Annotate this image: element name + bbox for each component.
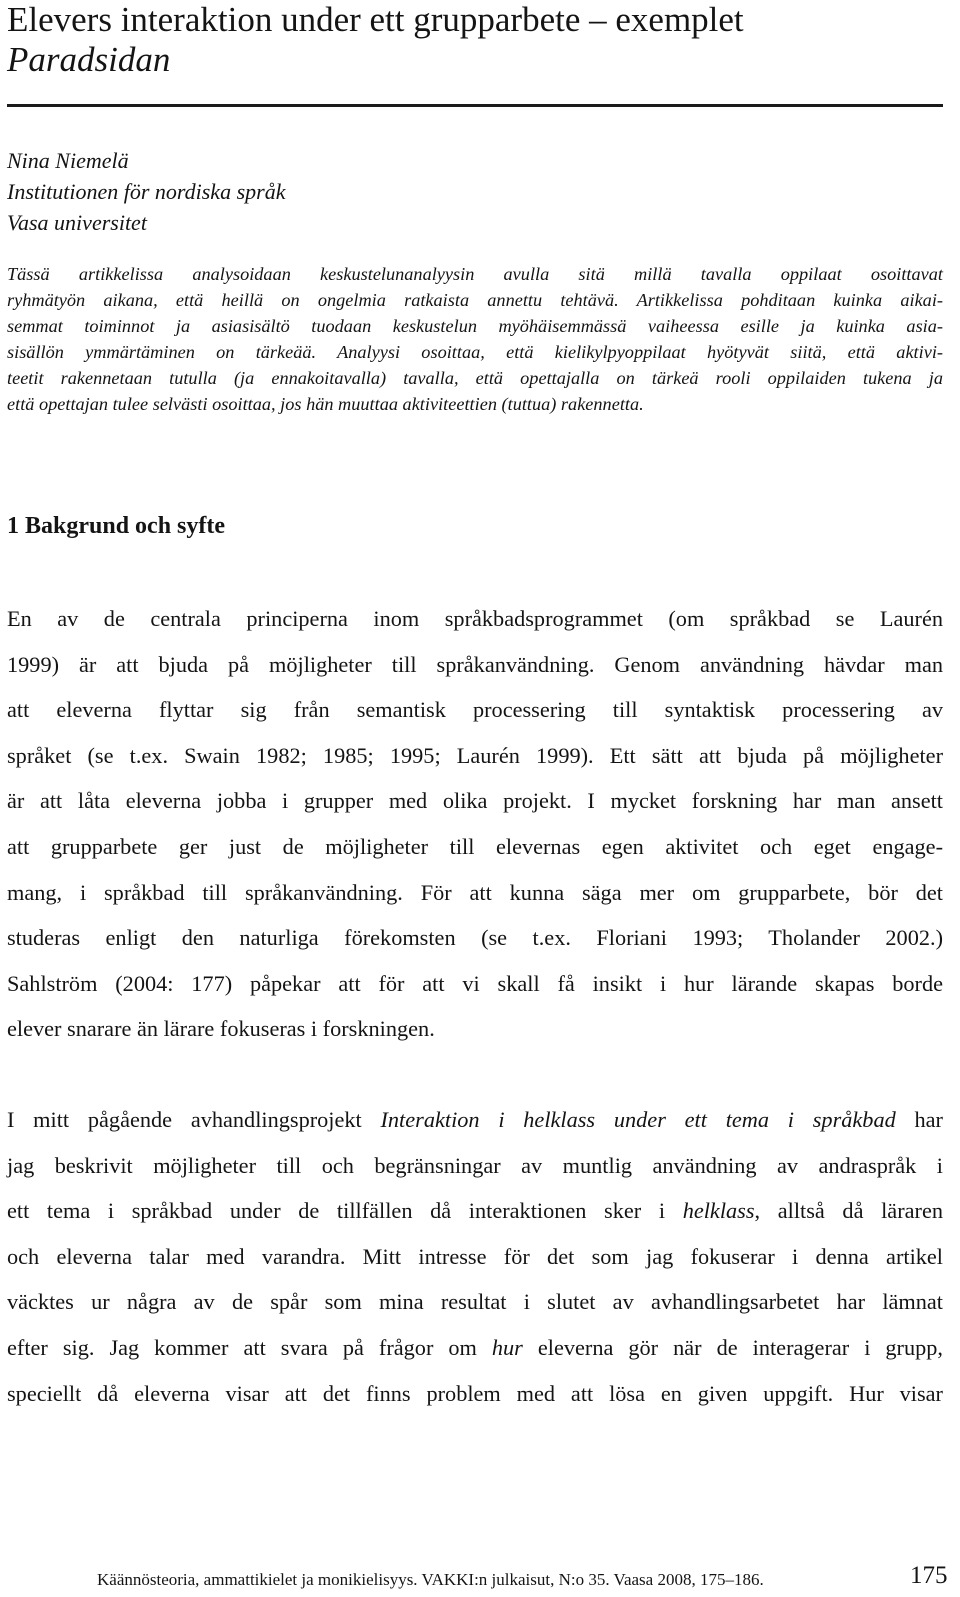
text-run: , alltså då läraren xyxy=(754,1198,943,1224)
text-run: ett tema i språkbad under de tillfällen då interaktionen sker i xyxy=(7,1198,683,1224)
abstract-line: ryhmätyön aikana, että heillä on ongelmia ratkaista annettu tehtävä. Artikkelissa pohditaan kuinka aikai- xyxy=(7,290,943,310)
text-run: har xyxy=(895,1107,943,1132)
emphasis-term: hur xyxy=(491,1334,523,1360)
author-name: Nina Niemelä xyxy=(7,148,129,173)
abstract-line: että opettajan tulee selvästi osoittaa, jos hän muuttaa aktiviteettien (tuttua) rakennetta. xyxy=(7,394,644,414)
paragraph-line: En av de centrala principerna inom språkbadsprogrammet (om språkbad se Laurén xyxy=(7,606,943,631)
paragraph-line: speciellt då eleverna visar att det finns problem med att lösa en given uppgift. Hur visar xyxy=(7,1380,943,1406)
footer-citation: Käännösteoria, ammattikielet ja monikielisyys. VAKKI:n julkaisut, N:o 35. Vaasa 2008, 175–186. xyxy=(97,1570,764,1589)
article-title xyxy=(7,0,943,80)
paragraph-line xyxy=(7,1097,943,1143)
text-run: efter sig. Jag kommer att svara på frågor om xyxy=(7,1334,492,1360)
author-block xyxy=(7,145,943,238)
abstract xyxy=(7,261,943,417)
title-rule xyxy=(7,104,943,107)
body-paragraph-1 xyxy=(7,596,943,1052)
article-title-line-1: Elevers interaktion under ett grupparbete – exemplet xyxy=(7,0,744,39)
article-title-line-2: Paradsidan xyxy=(7,40,171,79)
paragraph-line: och eleverna talar med varandra. Mitt intresse för det som jag fokuserar i denna artikel xyxy=(7,1243,943,1269)
abstract-line: semmat toiminnot ja asiasisältö tuodaan keskustelun myöhäisemmässä vaiheessa esille ja kuinka asia- xyxy=(7,316,943,336)
paragraph-line: jag beskrivit möjligheter till och begränsningar av muntlig användning av andraspråk i xyxy=(7,1152,943,1178)
section-heading: 1 Bakgrund och syfte xyxy=(7,513,226,539)
paragraph-line: att eleverna flyttar sig från semantisk processering till syntaktisk processering av xyxy=(7,697,943,723)
paragraph-line: studeras enligt den naturliga förekomsten (se t.ex. Floriani 1993; Tholander 2002.) xyxy=(7,925,943,951)
project-title: Interaktion i helklass under ett tema i språkbad xyxy=(380,1107,896,1132)
author-university: Vasa universitet xyxy=(7,210,147,235)
paragraph-line xyxy=(7,1188,943,1234)
paragraph-line: väcktes ur några av de spår som mina resultat i slutet av avhandlingsarbetet har lämnat xyxy=(7,1289,943,1315)
paragraph-line: att grupparbete ger just de möjligheter till elevernas egen aktivitet och eget engage- xyxy=(7,833,943,859)
emphasis-term: helklass xyxy=(682,1198,755,1224)
paragraph-line: mang, i språkbad till språkanvändning. För att kunna säga mer om grupparbete, bör det xyxy=(7,879,943,905)
body-paragraph-2 xyxy=(7,1097,943,1416)
paragraph-line xyxy=(7,1325,943,1371)
author-institution: Institutionen för nordiska språk xyxy=(7,179,286,204)
paragraph-line: är att låta eleverna jobba i grupper med olika projekt. I mycket forskning har man ansett xyxy=(7,788,943,814)
paragraph-line: Sahlström (2004: 177) påpekar att för att vi skall få insikt i hur lärande skapas borde xyxy=(7,970,943,996)
page-number: 175 xyxy=(910,1562,948,1589)
text-run: I mitt pågående avhandlingsprojekt xyxy=(7,1107,381,1132)
paragraph-line: elever snarare än lärare fokuseras i forskningen. xyxy=(7,1016,435,1042)
abstract-line: teetit rakennetaan tutulla (ja ennakoitavalla) tavalla, että opettajalla on tärkeä rooli oppilaiden tukena ja xyxy=(7,368,943,388)
paragraph-line: språket (se t.ex. Swain 1982; 1985; 1995; Laurén 1999). Ett sätt att bjuda på möjligheter xyxy=(7,742,943,768)
abstract-line: sisällön ymmärtäminen on tärkeää. Analyysi osoittaa, että kielikylpyoppilaat hyötyvät siitä, että aktivi- xyxy=(7,342,943,362)
paragraph-line: 1999) är att bjuda på möjligheter till språkanvändning. Genom användning hävdar man xyxy=(7,651,943,677)
text-run: eleverna gör när de interagerar i grupp, xyxy=(522,1334,943,1360)
abstract-line: Tässä artikkelissa analysoidaan keskustelunanalyysin avulla sitä millä tavalla oppilaat osoittavat xyxy=(7,264,943,284)
